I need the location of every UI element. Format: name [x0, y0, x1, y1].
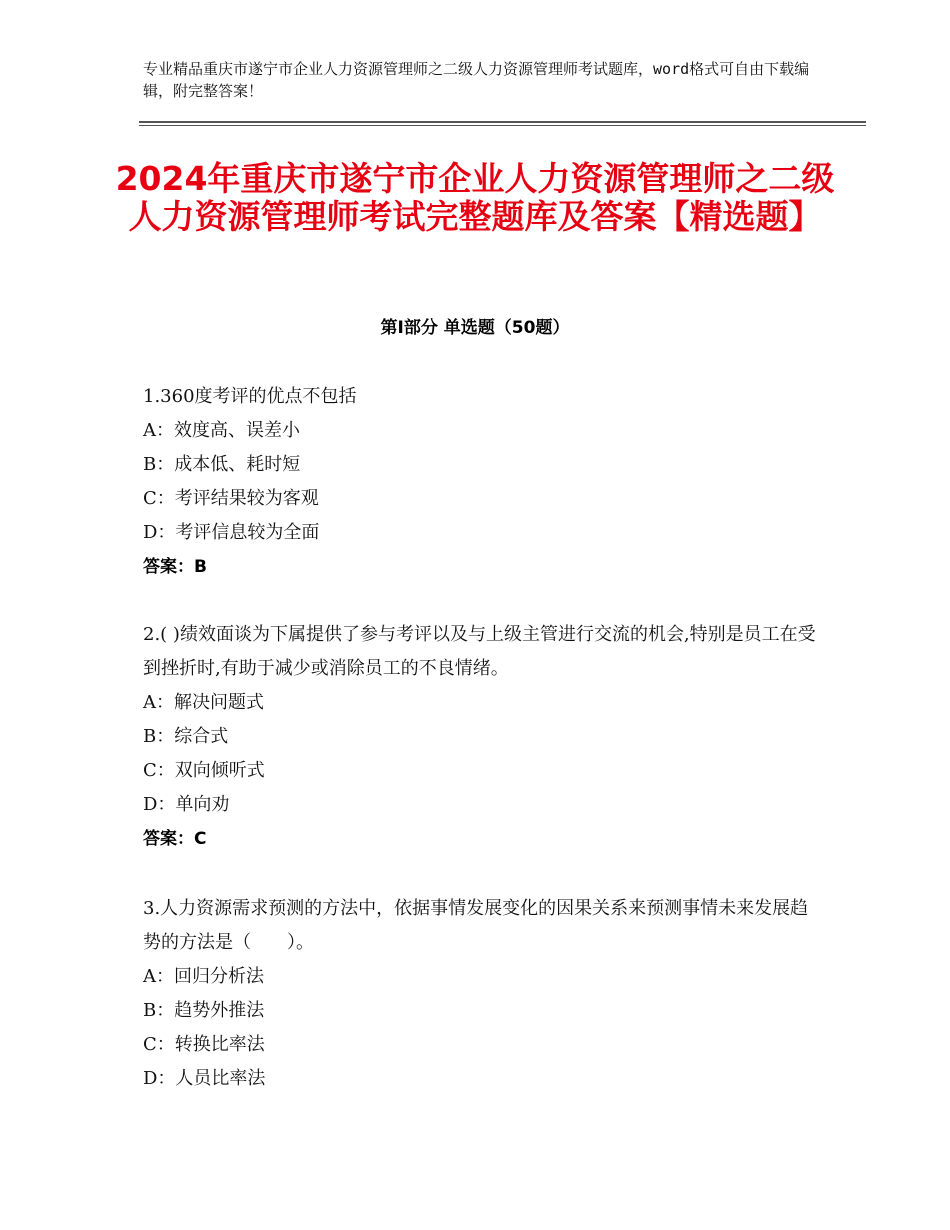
- question-stem: 3.人力资源需求预测的方法中，依据事情发展变化的因果关系来预测事情未来发展趋势的方法是（ ）。: [143, 898, 809, 953]
- option-b: B：综合式: [143, 726, 229, 747]
- option-c: C：考评结果较为客观: [143, 488, 319, 509]
- option-c: C：转换比率法: [143, 1034, 265, 1055]
- option-a: A：效度高、误差小: [143, 420, 300, 441]
- section-title: 第Ⅰ部分 单选题（50题）: [380, 318, 570, 338]
- option-d: D：考评信息较为全面: [143, 522, 320, 543]
- header-rule-thin: [139, 125, 866, 126]
- header-note: 专业精品重庆市遂宁市企业人力资源管理师之二级人力资源管理师考试题库，word格式可自由下载编辑，附完整答案！: [143, 60, 810, 100]
- document-title: 2024年重庆市遂宁市企业人力资源管理师之二级人力资源管理师考试完整题库及答案【精选题】: [115, 159, 835, 236]
- question-1: [143, 380, 823, 584]
- header-rule-thick: [139, 121, 866, 123]
- option-a: A：回归分析法: [143, 966, 264, 987]
- question-stem: 2.( )绩效面谈为下属提供了参与考评以及与上级主管进行交流的机会,特别是员工在受到挫折时,有助于减少或消除员工的不良情绪。: [143, 624, 816, 679]
- option-c: C：双向倾听式: [143, 760, 265, 781]
- answer: 答案：B: [143, 557, 207, 577]
- option-b: B：成本低、耗时短: [143, 454, 301, 475]
- option-d: D：单向劝: [143, 794, 230, 815]
- option-a: A：解决问题式: [143, 692, 264, 713]
- question-3: [143, 892, 823, 1096]
- question-stem: 1.360度考评的优点不包括: [143, 386, 357, 407]
- option-b: B：趋势外推法: [143, 1000, 265, 1021]
- answer: 答案：C: [143, 829, 207, 849]
- question-2: [143, 618, 823, 856]
- option-d: D：人员比率法: [143, 1068, 266, 1089]
